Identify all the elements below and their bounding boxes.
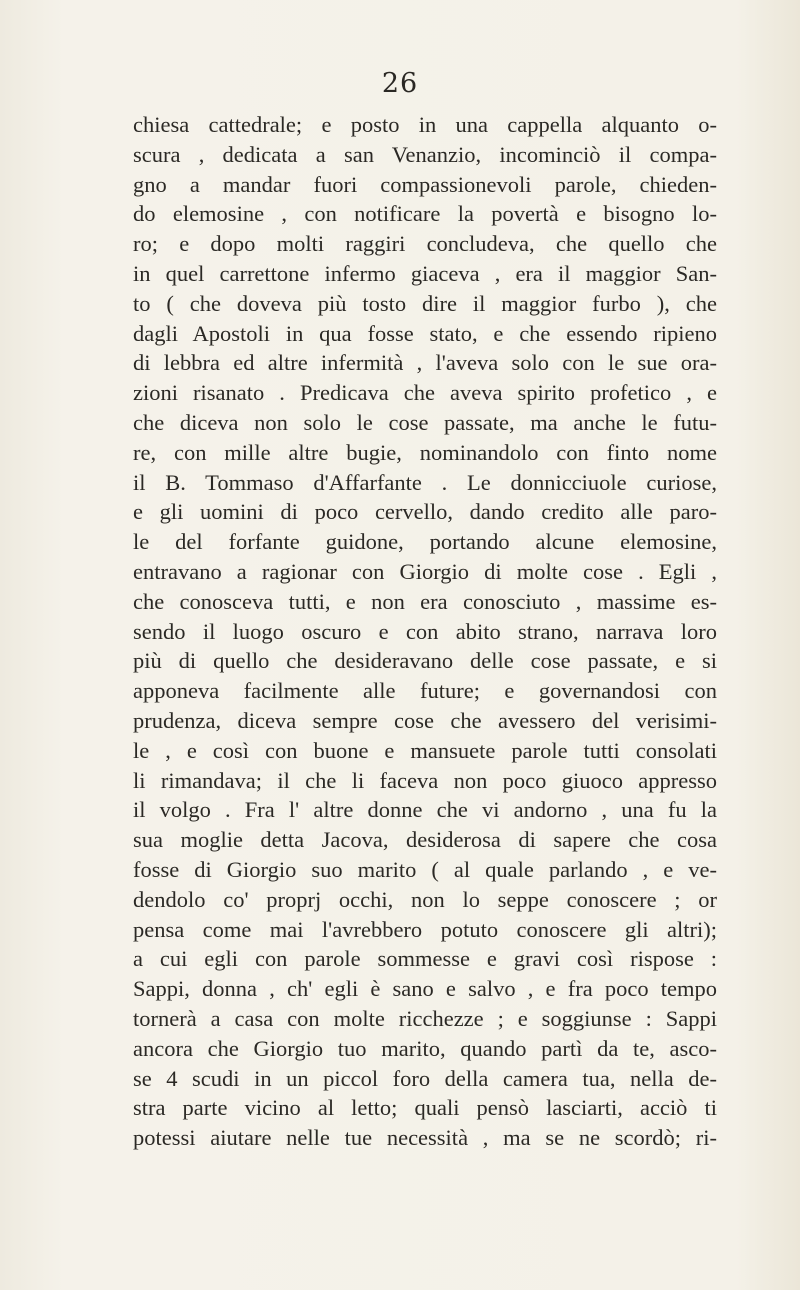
text-line: pensa come mai l'avrebbero potuto conoscere gli altri); — [133, 916, 717, 942]
text-line: dendolo co' proprj occhi, non lo seppe conoscere ; or — [133, 886, 717, 912]
text-line: re, con mille altre bugie, nominandolo con finto nome — [133, 439, 717, 465]
text-line: se 4 scudi in un piccol foro della camera tua, nella de- — [133, 1065, 717, 1091]
text-line: le del forfante guidone, portando alcune elemosine, — [133, 529, 717, 555]
text-line: di lebbra ed altre infermità , l'aveva solo con le sue ora- — [133, 350, 717, 376]
text-line: entravano a ragionar con Giorgio di molte cose . Egli , — [133, 558, 717, 584]
text-line: potessi aiutare nelle tue necessità , ma se ne scordò; ri- — [133, 1125, 717, 1151]
text-line: il B. Tommaso d'Affarfante . Le donnicciuole curiose, — [133, 469, 717, 495]
text-line: Sappi, donna , ch' egli è sano e salvo , e fra poco tempo — [133, 976, 717, 1002]
text-line: e gli uomini di poco cervello, dando credito alle paro- — [133, 499, 717, 525]
text-line: che diceva non solo le cose passate, ma anche le futu- — [133, 409, 717, 435]
text-line: sendo il luogo oscuro e con abito strano, narrava loro — [133, 618, 717, 644]
text-line: più di quello che desideravano delle cose passate, e si — [133, 648, 717, 674]
body-text — [133, 110, 717, 1153]
text-line: to ( che doveva più tosto dire il maggior furbo ), che — [133, 290, 717, 316]
text-line: il volgo . Fra l' altre donne che vi andorno , una fu la — [133, 797, 717, 823]
text-line: scura , dedicata a san Venanzio, incominciò il compa- — [133, 141, 717, 167]
page-number: 26 — [381, 68, 419, 99]
text-line: gno a mandar fuori compassionevoli parole, chieden- — [133, 171, 717, 197]
text-line: stra parte vicino al letto; quali pensò lasciarti, acciò ti — [133, 1095, 717, 1121]
text-line: apponeva facilmente alle future; e governandosi con — [133, 678, 717, 704]
text-line: sua moglie detta Jacova, desiderosa di sapere che cosa — [133, 827, 717, 853]
text-line: ancora che Giorgio tuo marito, quando partì da te, asco- — [133, 1035, 717, 1061]
text-line: ro; e dopo molti raggiri concludeva, che quello che — [133, 231, 717, 257]
text-line: in quel carrettone infermo giaceva , era il maggior San- — [133, 260, 717, 286]
text-line: zioni risanato . Predicava che aveva spirito profetico , e — [133, 380, 717, 406]
text-line: li rimandava; il che li faceva non poco giuoco appresso — [133, 767, 717, 793]
text-line: do elemosine , con notificare la povertà e bisogno lo- — [133, 201, 717, 227]
text-line: dagli Apostoli in qua fosse stato, e che essendo ripieno — [133, 320, 717, 346]
text-line: a cui egli con parole sommesse e gravi così rispose : — [133, 946, 717, 972]
text-line: che conosceva tutti, e non era conosciuto , massime es- — [133, 588, 717, 614]
text-line: le , e così con buone e mansuete parole tutti consolati — [133, 737, 717, 763]
text-line: tornerà a casa con molte ricchezze ; e soggiunse : Sappi — [133, 1005, 717, 1031]
text-line: prudenza, diceva sempre cose che avessero del verisimi- — [133, 707, 717, 733]
text-line: chiesa cattedrale; e posto in una cappella alquanto o- — [133, 112, 717, 137]
text-line: fosse di Giorgio suo marito ( al quale parlando , e ve- — [133, 856, 717, 882]
